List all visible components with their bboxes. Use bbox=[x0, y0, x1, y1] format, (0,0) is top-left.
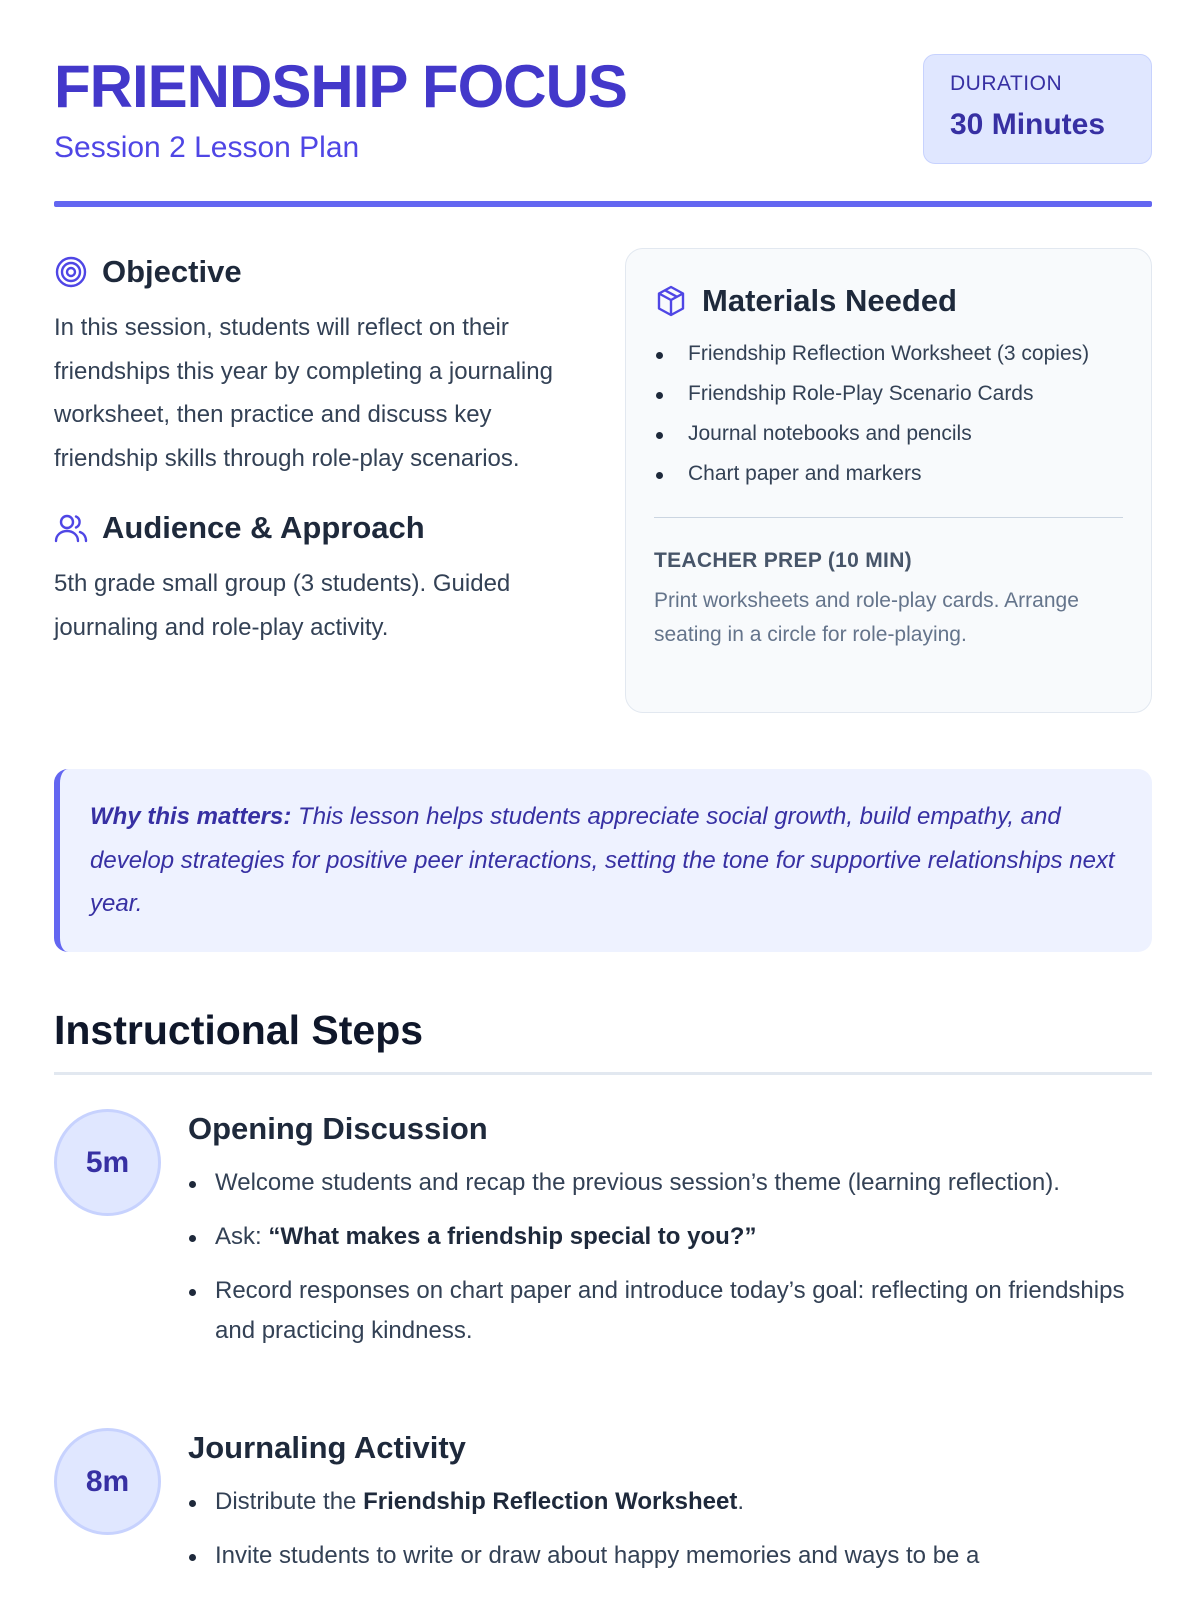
materials-card bbox=[625, 248, 1152, 713]
materials-list bbox=[654, 337, 1123, 491]
callout-lead: Why this matters: bbox=[90, 803, 292, 830]
audience-heading-row bbox=[54, 506, 584, 550]
item-text: Record responses on chart paper and introduce today’s goal: reflecting on friendships and practicing kindness. bbox=[215, 1277, 1125, 1344]
users-icon bbox=[54, 511, 88, 545]
callout-paragraph bbox=[90, 795, 1122, 926]
list-item: Journal notebooks and pencils bbox=[654, 417, 1123, 451]
item-text: Invite students to write or draw about happy memories and ways to be a bbox=[215, 1542, 980, 1569]
materials-heading-row bbox=[654, 279, 1123, 323]
list-item: Chart paper and markers bbox=[654, 457, 1123, 491]
list-item bbox=[188, 1217, 1128, 1257]
step-list bbox=[188, 1482, 1128, 1576]
list-item bbox=[188, 1163, 1128, 1203]
list-item: Friendship Role-Play Scenario Cards bbox=[654, 377, 1123, 411]
steps-heading: Instructional Steps bbox=[54, 1007, 424, 1053]
step-duration-badge: 8m bbox=[54, 1428, 161, 1535]
list-item bbox=[188, 1536, 1128, 1576]
audience-text: 5th grade small group (3 students). Guided journaling and role-play activity. bbox=[54, 570, 511, 641]
item-bold-text: “What makes a friendship special to you?” bbox=[268, 1223, 757, 1250]
step-list bbox=[188, 1163, 1128, 1351]
step-title: Journaling Activity bbox=[188, 1430, 466, 1465]
duration-badge bbox=[923, 54, 1152, 164]
step-body bbox=[188, 1109, 1128, 1365]
list-item bbox=[188, 1271, 1128, 1351]
teacher-prep-text: Print worksheets and role-play cards. Arrange seating in a circle for role-playing. bbox=[654, 589, 1079, 646]
materials-divider bbox=[654, 517, 1123, 518]
header-divider bbox=[54, 201, 1152, 207]
item-text: Distribute the bbox=[215, 1488, 364, 1515]
step-duration-badge: 5m bbox=[54, 1109, 161, 1216]
item-text: Ask: bbox=[215, 1223, 269, 1250]
steps-divider bbox=[54, 1072, 1152, 1075]
why-this-matters-callout bbox=[54, 769, 1152, 952]
box-icon bbox=[654, 284, 688, 318]
item-text: . bbox=[737, 1488, 745, 1515]
duration-label: DURATION bbox=[950, 72, 1063, 95]
materials-heading: Materials Needed bbox=[702, 283, 957, 318]
page-subtitle: Session 2 Lesson Plan bbox=[54, 131, 360, 164]
teacher-prep-title: TEACHER PREP (10 MIN) bbox=[654, 549, 912, 572]
item-text: Welcome students and recap the previous session’s theme (learning reflection). bbox=[215, 1169, 1060, 1196]
header bbox=[54, 52, 1152, 208]
item-bold-text: Friendship Reflection Worksheet bbox=[363, 1488, 738, 1515]
left-column bbox=[54, 250, 584, 649]
list-item: Friendship Reflection Worksheet (3 copies) bbox=[654, 337, 1123, 371]
objective-heading: Objective bbox=[102, 254, 242, 289]
objective-heading-row bbox=[54, 250, 584, 294]
target-icon bbox=[54, 255, 88, 289]
objective-text: In this session, students will reflect on their friendships this year by completing a journaling worksheet, then practice and discuss key friendship skills through role-play scenarios. bbox=[54, 314, 553, 472]
callout-text: This lesson helps students appreciate social growth, build empathy, and develop strategies for positive peer interactions, setting the tone for supportive relationships next year. bbox=[90, 803, 1115, 917]
duration-value: 30 Minutes bbox=[950, 108, 1106, 141]
page-title: FRIENDSHIP FOCUS bbox=[54, 53, 627, 120]
list-item bbox=[188, 1482, 1128, 1522]
audience-heading: Audience & Approach bbox=[102, 510, 425, 545]
step-title: Opening Discussion bbox=[188, 1111, 488, 1146]
step-body bbox=[188, 1428, 1128, 1590]
